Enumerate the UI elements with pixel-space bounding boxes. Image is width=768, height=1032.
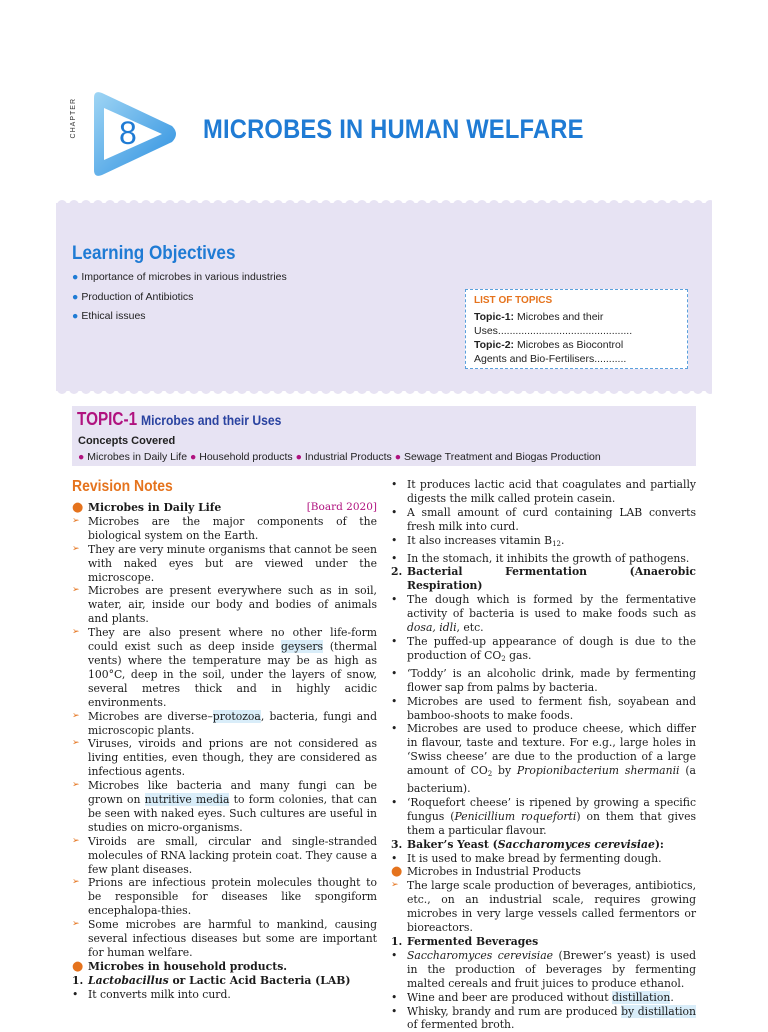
chapter-number: 8 — [119, 115, 137, 151]
list-item: • In the stomach, it inhibits the growth of pathogens. — [391, 551, 690, 565]
list-item: • It also increases vitamin $B_{12}$. — [391, 533, 565, 548]
left-column — [72, 501, 377, 1002]
list-item: ● Microbes in Industrial Products — [391, 864, 581, 880]
list-item: • The puffed-up appearance of dough is due to the production of $CO_2$ gas. — [391, 634, 696, 663]
board-tag: [Board 2020] — [306, 501, 377, 513]
stamp-edge-top — [56, 199, 712, 207]
list-item: • Saccharomyces cerevisiae (Brewer’s yeast) is used in the production of beverages by fermenting malted cereals and fruit juices to produce ethanol. — [391, 948, 697, 990]
learning-objectives-title: Learning Objectives — [72, 243, 236, 264]
concepts-list: ● Microbes in Daily Life ● Household products ● Industrial Products ● Sewage Treatment and Biogas Production — [78, 451, 601, 463]
list-item: ● Microbes in Daily Life [Board 2020] — [72, 500, 377, 515]
list-item: ➢ They are very minute organisms that cannot be seen with naked eyes but are viewed under the microscope. — [72, 542, 377, 584]
list-item: ➢ Microbes are present everywhere such as in soil, water, air, inside our body and bodies of animals and plants. — [72, 584, 377, 626]
list-item: ➢ Viruses, viroids and prions are not considered as living entities, even though, they are considered as infectious agents. — [72, 737, 377, 779]
list-item: 1. Fermented Beverages — [391, 935, 539, 948]
list-item: ➢ The large scale production of beverages, antibiotics, etc., on an industrial scale, requires growing microbes in very large vessels called fermentors or bioreactors. — [391, 879, 696, 935]
list-item: • Microbes are used to produce cheese, which differ in flavour, taste and texture. For e.g., large holes in ‘Swiss cheese’ are due to the production of a large amount of $CO_2$ by Propionibacterium shermanii (a bacterium). — [391, 722, 696, 796]
list-of-topics-heading: LIST OF TOPICS — [474, 295, 553, 306]
list-item: • A small amount of curd containing LAB converts fresh milk into curd. — [391, 505, 696, 533]
objective-item: ● Importance of microbes in various industries — [72, 271, 287, 283]
objective-item: ● Ethical issues — [72, 310, 146, 322]
list-item: 2. Bacterial Fermentation (Anaerobic Respiration) — [391, 565, 696, 593]
chapter-label: CHAPTER — [70, 98, 77, 139]
stamp-edge-bottom — [56, 389, 712, 397]
list-item: 1. Lactobacillus or Lactic Acid Bacteria (LAB) — [72, 973, 351, 987]
list-item: • It is used to make bread by fermenting dough. — [391, 851, 662, 865]
list-item: • Whisky, brandy and rum are produced by distillation of fermented broth. — [391, 1004, 696, 1032]
list-item: • The dough which is formed by the fermentative activity of bacteria is used to make foods such as dosa, idli, etc. — [391, 593, 696, 635]
chapter-title: MICROBES IN HUMAN WELFARE — [203, 114, 584, 144]
list-item: 3. Baker’s Yeast (Saccharomyces cerevisiae): — [391, 837, 664, 851]
list-item: ➢ They are also present where no other life-form could exist such as deep inside geysers (thermal vents) where the temperature may be as high as 100°C, deep in the soil, under the layers of snow, several metres thick and in highly acidic environments. — [72, 626, 378, 709]
right-column — [391, 478, 696, 1032]
list-item: ➢ Prions are infectious protein molecules thought to be responsible for diseases like spongiform encephalopa-thies. — [72, 876, 377, 918]
list-item: • It converts milk into curd. — [72, 987, 231, 1001]
list-item: • Wine and beer are produced without distillation. — [391, 990, 674, 1004]
learning-objectives-list — [72, 270, 287, 329]
list-item: • Microbes are used to ferment fish, soyabean and bamboo-shoots to make foods. — [391, 694, 696, 722]
topic-name: Microbes and their Uses — [141, 413, 282, 428]
revision-notes-heading: Revision Notes — [72, 478, 173, 495]
list-item: ➢ Microbes like bacteria and many fungi can be grown on nutritive media to form colonies, that can be seen with naked eyes. Such cultures are useful in studies on micro-organisms. — [72, 779, 377, 834]
topic-number: TOPIC-1 — [77, 409, 138, 429]
list-item: ● Microbes in household products. — [72, 958, 288, 974]
chapter-badge — [86, 88, 182, 180]
list-item: ➢ Viroids are small, circular and single-stranded molecules of RNA lacking protein coat. They cause a few plant diseases. — [72, 834, 378, 876]
list-item: ➢ Microbes are the major components of the biological system on the Earth. — [72, 514, 377, 542]
objective-item: ● Production of Antibiotics — [72, 290, 194, 303]
list-item: • ‘Roquefort cheese’ is ripened by growing a specific fungus (Penicillium roqueforti) on them that gives them a particular flavour. — [391, 795, 696, 837]
list-of-topics-box: LIST OF TOPICS Topic-1: Microbes and their Uses.............................................. Topic-2: Microbes as Biocontrol Agents and Bio-Fertilisers........... — [465, 289, 688, 369]
concepts-heading: Concepts Covered — [78, 435, 176, 447]
list-item: • It produces lactic acid that coagulates and partially digests the milk called protein casein. — [391, 478, 696, 505]
list-item: • ‘Toddy’ is an alcoholic drink, made by fermenting flower sap from palms by bacteria. — [391, 666, 696, 694]
list-item: ➢ Microbes are diverse–protozoa, bacteria, fungi and microscopic plants. — [72, 709, 378, 737]
list-item: ➢ Some microbes are harmful to mankind, causing several infectious diseases but some are important for human welfare. — [72, 918, 377, 959]
